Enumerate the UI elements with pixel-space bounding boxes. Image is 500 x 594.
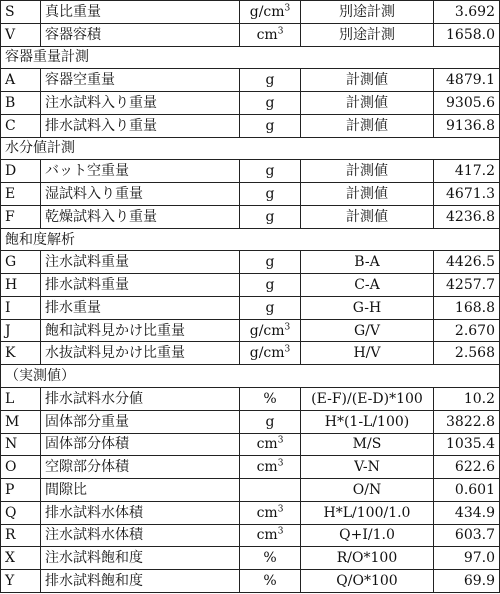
unit-text: g [265, 72, 275, 89]
unit-cell [240, 23, 301, 46]
unit-cell [240, 501, 301, 524]
item-name: 容器容積 [41, 23, 240, 46]
unit-cell [240, 160, 301, 183]
formula-cell: 計測値 [301, 69, 434, 92]
formula-cell: R/O*100 [301, 547, 434, 570]
unit-cell [240, 274, 301, 297]
unit-text: g [265, 299, 275, 316]
item-name: 空隙部分体積 [41, 456, 240, 479]
value-cell: 4671.3 [434, 183, 500, 206]
unit-text: g/cm [249, 3, 285, 20]
value-cell: 434.9 [434, 501, 500, 524]
value-cell: 3822.8 [434, 410, 500, 433]
formula-cell: (E-F)/(E-D)*100 [301, 388, 434, 411]
table-row [1, 319, 500, 342]
unit-exponent: 3 [284, 344, 291, 355]
unit-text: g [265, 117, 275, 134]
value-cell: 10.2 [434, 388, 500, 411]
formula-cell: 計測値 [301, 183, 434, 206]
value-cell: 1035.4 [434, 433, 500, 456]
table-body [1, 1, 500, 593]
row-id: I [1, 296, 41, 319]
unit-cell [240, 570, 301, 593]
unit-text: g [265, 94, 275, 111]
unit-cell [240, 456, 301, 479]
value-cell: 168.8 [434, 296, 500, 319]
table-row [1, 23, 500, 46]
unit-cell [240, 410, 301, 433]
section-row [1, 46, 500, 69]
unit-text: g [265, 208, 275, 225]
item-name: 容器空重量 [41, 69, 240, 92]
unit-cell [240, 388, 301, 411]
item-name: 飽和試料見かけ比重量 [41, 319, 240, 342]
unit-exponent: 3 [277, 25, 284, 36]
value-cell: 417.2 [434, 160, 500, 183]
row-id: V [1, 23, 41, 46]
section-title: 飽和度解析 [1, 228, 500, 251]
formula-cell: G-H [301, 296, 434, 319]
item-name: 排水試料飽和度 [41, 570, 240, 593]
unit-text: g/cm [249, 345, 285, 362]
table-row [1, 160, 500, 183]
formula-cell: C-A [301, 274, 434, 297]
section-row [1, 365, 500, 388]
formula-cell: 計測値 [301, 114, 434, 137]
unit-text: g/cm [249, 322, 285, 339]
item-name: 排水試料重量 [41, 274, 240, 297]
value-cell: 0.601 [434, 479, 500, 502]
table-row [1, 205, 500, 228]
value-cell: 4236.8 [434, 205, 500, 228]
row-id: P [1, 479, 41, 502]
table-row [1, 547, 500, 570]
unit-text: g [265, 163, 275, 180]
value-cell: 1658.0 [434, 23, 500, 46]
item-name: 乾燥試料入り重量 [41, 205, 240, 228]
unit-cell [240, 547, 301, 570]
formula-cell: H*L/100/1.0 [301, 501, 434, 524]
table-row [1, 388, 500, 411]
value-cell: 69.9 [434, 570, 500, 593]
item-name: 間隙比 [41, 479, 240, 502]
formula-cell: H/V [301, 342, 434, 365]
item-name: 水抜試料見かけ比重量 [41, 342, 240, 365]
value-cell: 2.670 [434, 319, 500, 342]
row-id: N [1, 433, 41, 456]
row-id: K [1, 342, 41, 365]
formula-cell: 別途計測 [301, 23, 434, 46]
row-id: L [1, 388, 41, 411]
unit-cell [240, 183, 301, 206]
unit-cell [240, 69, 301, 92]
row-id: Q [1, 501, 41, 524]
item-name: 排水試料入り重量 [41, 114, 240, 137]
unit-text: % [263, 550, 277, 567]
value-cell: 3.692 [434, 1, 500, 24]
table-row [1, 433, 500, 456]
formula-cell: M/S [301, 433, 434, 456]
row-id: M [1, 410, 41, 433]
value-cell: 4879.1 [434, 69, 500, 92]
value-cell: 9305.6 [434, 92, 500, 115]
unit-cell [240, 319, 301, 342]
item-name: 湿試料入り重量 [41, 183, 240, 206]
formula-cell: 計測値 [301, 92, 434, 115]
unit-text: g [265, 254, 275, 271]
row-id: A [1, 69, 41, 92]
section-title: 水分値計測 [1, 137, 500, 160]
unit-cell [240, 479, 301, 502]
value-cell: 622.6 [434, 456, 500, 479]
table-row [1, 456, 500, 479]
formula-cell: 計測値 [301, 160, 434, 183]
row-id: H [1, 274, 41, 297]
unit-text: g [265, 277, 275, 294]
row-id: J [1, 319, 41, 342]
unit-exponent: 3 [277, 526, 284, 537]
item-name: 真比重量 [41, 1, 240, 24]
row-id: O [1, 456, 41, 479]
unit-cell [240, 251, 301, 274]
unit-cell [240, 296, 301, 319]
formula-cell: H*(1-L/100) [301, 410, 434, 433]
table-row [1, 274, 500, 297]
unit-text: cm [256, 26, 278, 43]
formula-cell: G/V [301, 319, 434, 342]
formula-cell: Q+I/1.0 [301, 524, 434, 547]
unit-exponent: 3 [284, 321, 291, 332]
unit-text: % [263, 390, 277, 407]
formula-cell: V-N [301, 456, 434, 479]
row-id: E [1, 183, 41, 206]
row-id: R [1, 524, 41, 547]
unit-cell [240, 1, 301, 24]
unit-cell [240, 92, 301, 115]
unit-cell [240, 114, 301, 137]
formula-cell: O/N [301, 479, 434, 502]
unit-cell [240, 433, 301, 456]
unit-text: cm [256, 459, 278, 476]
table-row [1, 410, 500, 433]
unit-text: g [265, 413, 275, 430]
table-row [1, 524, 500, 547]
row-id: B [1, 92, 41, 115]
row-id: Y [1, 570, 41, 593]
unit-exponent: 3 [277, 435, 284, 446]
item-name: 固体部分体積 [41, 433, 240, 456]
table-row [1, 114, 500, 137]
row-id: D [1, 160, 41, 183]
table-row [1, 69, 500, 92]
value-cell: 97.0 [434, 547, 500, 570]
table-row [1, 570, 500, 593]
item-name: 排水重量 [41, 296, 240, 319]
unit-exponent: 3 [277, 458, 284, 469]
value-cell: 2.568 [434, 342, 500, 365]
item-name: 排水試料水分値 [41, 388, 240, 411]
unit-text: cm [256, 504, 278, 521]
section-title: 容器重量計測 [1, 46, 500, 69]
unit-cell [240, 205, 301, 228]
unit-exponent: 3 [277, 504, 284, 515]
item-name: 固体部分重量 [41, 410, 240, 433]
row-id: G [1, 251, 41, 274]
value-cell: 4257.7 [434, 274, 500, 297]
value-cell: 603.7 [434, 524, 500, 547]
table-row [1, 183, 500, 206]
row-id: F [1, 205, 41, 228]
row-id: C [1, 114, 41, 137]
table-row [1, 479, 500, 502]
item-name: 注水試料重量 [41, 251, 240, 274]
item-name: 注水試料水体積 [41, 524, 240, 547]
item-name: 注水試料入り重量 [41, 92, 240, 115]
table-row [1, 296, 500, 319]
item-name: バット空重量 [41, 160, 240, 183]
table-row [1, 501, 500, 524]
formula-cell: B-A [301, 251, 434, 274]
row-id: S [1, 1, 41, 24]
formula-cell: Q/O*100 [301, 570, 434, 593]
section-row [1, 228, 500, 251]
table-row [1, 1, 500, 24]
item-name: 排水試料水体積 [41, 501, 240, 524]
row-id: X [1, 547, 41, 570]
table-row [1, 251, 500, 274]
formula-cell: 別途計測 [301, 1, 434, 24]
value-cell: 9136.8 [434, 114, 500, 137]
table-row [1, 92, 500, 115]
formula-cell: 計測値 [301, 205, 434, 228]
unit-exponent: 3 [284, 3, 291, 14]
unit-cell [240, 524, 301, 547]
table-row [1, 342, 500, 365]
item-name: 注水試料飽和度 [41, 547, 240, 570]
section-row [1, 137, 500, 160]
unit-text: cm [256, 527, 278, 544]
section-title: （実測値） [1, 365, 500, 388]
unit-text: g [265, 186, 275, 202]
unit-text: % [263, 573, 277, 590]
value-cell: 4426.5 [434, 251, 500, 274]
unit-text: cm [256, 436, 278, 453]
unit-cell [240, 342, 301, 365]
